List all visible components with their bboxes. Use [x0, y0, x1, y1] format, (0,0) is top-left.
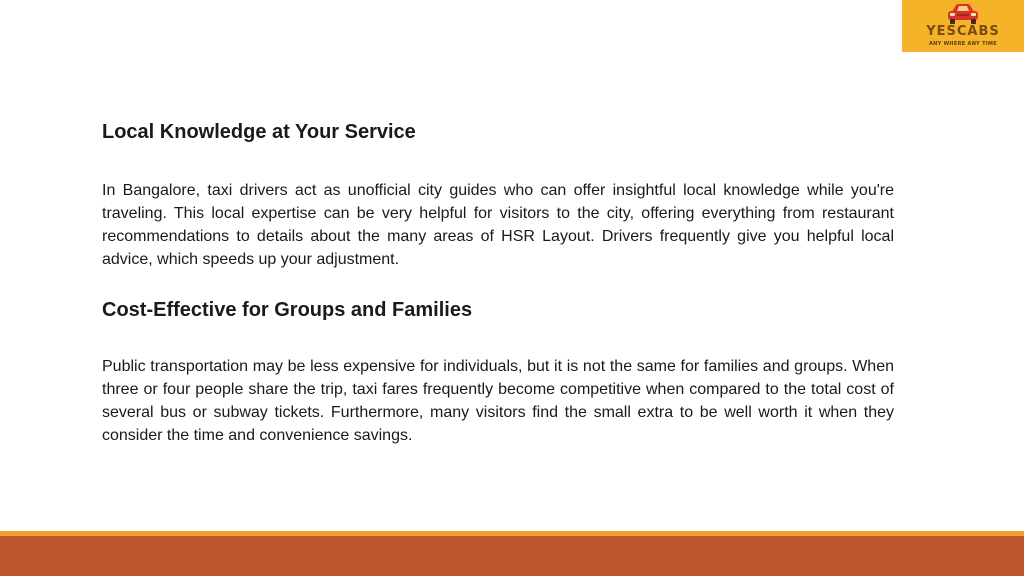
- section-body-local-knowledge: In Bangalore, taxi drivers act as unofficial city guides who can offer insightful local knowledge while you're traveling. This local expertise can be very helpful for visitors to the city, offering everything from restaurant recommendations to details about the many areas of HSR Layout. Drivers frequently give you helpful local advice, which speeds up your adjustment.: [102, 182, 894, 268]
- section-heading-cost-effective: Cost-Effective for Groups and Families: [102, 299, 473, 321]
- footer-bar: [0, 536, 1024, 576]
- brand-logo: [902, 0, 1024, 52]
- brand-tagline: ANY WHERE ANY TIME: [928, 41, 997, 47]
- section-body-cost-effective: Public transportation may be less expensive for individuals, but it is not the same for families and groups. When three or four people share the trip, taxi fares frequently become competitive when compared to the total cost of several bus or subway tickets. Furthermore, many visitors find the small extra to be well worth it when they consider the time and convenience savings.: [102, 358, 894, 444]
- section-heading-local-knowledge: Local Knowledge at Your Service: [102, 121, 416, 143]
- car-icon: [945, 3, 981, 25]
- main-content: [102, 118, 894, 447]
- brand-name: YESCABS: [926, 24, 1000, 39]
